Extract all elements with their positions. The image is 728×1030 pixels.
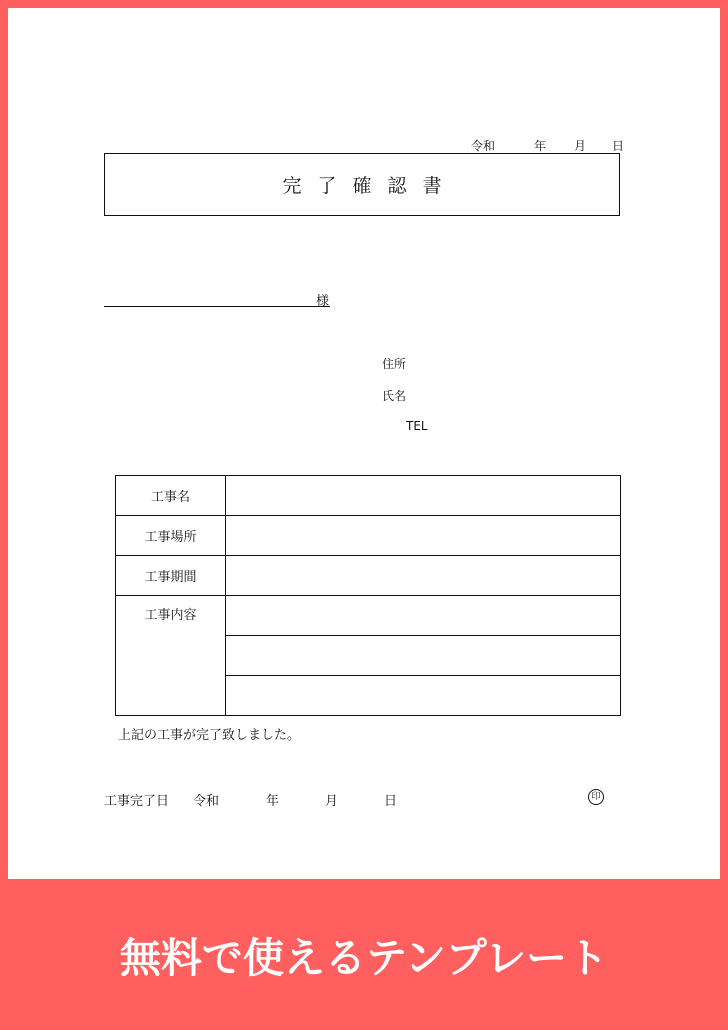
document-page	[8, 8, 720, 879]
banner-text: 無料で使えるテンプレート	[119, 934, 609, 982]
table-row	[116, 476, 621, 516]
work-period-field[interactable]	[226, 556, 621, 596]
date-year-label: 年	[534, 139, 547, 153]
work-location-label: 工事場所	[116, 516, 226, 556]
work-content-label: 工事内容	[116, 596, 226, 716]
date-day-label: 日	[612, 139, 625, 153]
table-row	[116, 556, 621, 596]
work-location-field[interactable]	[226, 516, 621, 556]
title-box	[104, 153, 620, 216]
work-name-label: 工事名	[116, 476, 226, 516]
addressee-underline	[104, 306, 330, 307]
seal-icon: 印	[588, 789, 604, 805]
completion-era-label: 令和	[193, 794, 220, 809]
addressee-suffix: 様	[316, 294, 330, 309]
work-name-field[interactable]	[226, 476, 621, 516]
work-content-field-3[interactable]	[226, 676, 621, 716]
work-content-field-2[interactable]	[226, 636, 621, 676]
table-row	[116, 516, 621, 556]
address-label: 住所	[382, 357, 407, 371]
template-banner	[0, 879, 728, 1030]
date-era-label: 令和	[471, 139, 496, 153]
completion-month-label: 月	[325, 794, 339, 809]
tel-label: TEL	[406, 419, 428, 433]
completion-day-label: 日	[384, 794, 398, 809]
completion-date-label: 工事完了日	[104, 794, 170, 809]
work-content-field-1[interactable]	[226, 596, 621, 636]
completion-statement: 上記の工事が完了致しました。	[118, 728, 301, 743]
table-row	[116, 596, 621, 636]
work-details-table	[115, 475, 621, 716]
name-label: 氏名	[382, 389, 407, 403]
work-period-label: 工事期間	[116, 556, 226, 596]
date-month-label: 月	[574, 139, 587, 153]
document-title: 完了確認書	[282, 175, 458, 197]
completion-year-label: 年	[266, 794, 280, 809]
